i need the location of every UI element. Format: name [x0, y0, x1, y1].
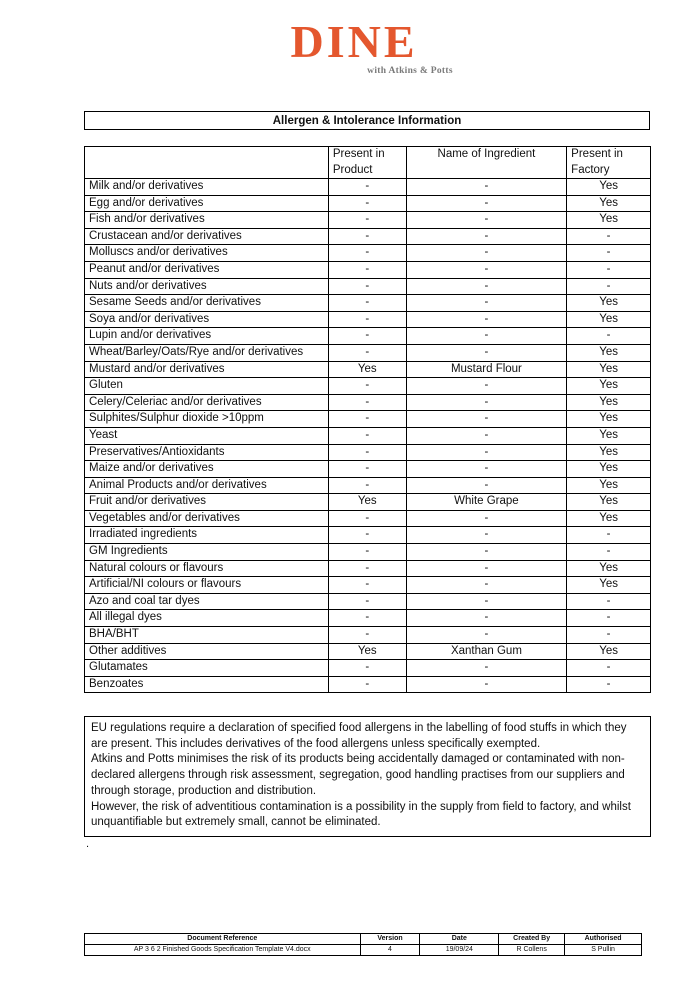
allergen-table-body [85, 179, 651, 693]
allergen-table [84, 146, 651, 693]
cell-present-in-factory: Yes [567, 212, 651, 229]
cell-present-in-factory: Yes [567, 394, 651, 411]
cell-present-in-factory: - [567, 660, 651, 677]
allergen-row [85, 245, 651, 262]
cell-present-in-product: - [328, 261, 406, 278]
allergen-row [85, 660, 651, 677]
brand-logo [0, 16, 700, 76]
cell-present-in-product: - [328, 527, 406, 544]
allergen-row [85, 261, 651, 278]
cell-ingredient: - [406, 245, 567, 262]
cell-present-in-factory: Yes [567, 461, 651, 478]
cell-allergen: Other additives [85, 643, 329, 660]
cell-present-in-product: - [328, 212, 406, 229]
cell-present-in-factory: - [567, 228, 651, 245]
cell-present-in-factory: Yes [567, 477, 651, 494]
cell-allergen: Natural colours or flavours [85, 560, 329, 577]
header-ingredient: Name of Ingredient [406, 147, 567, 179]
cell-present-in-factory: Yes [567, 378, 651, 395]
cell-ingredient: - [406, 510, 567, 527]
cell-present-in-factory: Yes [567, 494, 651, 511]
cell-present-in-factory: Yes [567, 577, 651, 594]
header-present-in-product: Present in Product [328, 147, 406, 179]
cell-present-in-product: - [328, 660, 406, 677]
allergen-row [85, 394, 651, 411]
allergen-row [85, 179, 651, 196]
footer-date: 19/09/24 [420, 945, 499, 956]
cell-allergen: Fruit and/or derivatives [85, 494, 329, 511]
cell-present-in-factory: Yes [567, 344, 651, 361]
cell-allergen: Egg and/or derivatives [85, 195, 329, 212]
cell-ingredient: - [406, 228, 567, 245]
footer-value-row [85, 945, 642, 956]
cell-allergen: Celery/Celeriac and/or derivatives [85, 394, 329, 411]
cell-present-in-product: - [328, 560, 406, 577]
footer-header-date: Date [420, 934, 499, 945]
cell-present-in-factory: Yes [567, 444, 651, 461]
notice-paragraph: Atkins and Potts minimises the risk of its products being accidentally damaged or contaminated with non-declared allergens through risk assessment, segregation, good handling practises from our suppliers and through storage, production and distribution. [91, 753, 625, 797]
cell-allergen: GM Ingredients [85, 544, 329, 561]
allergen-row [85, 461, 651, 478]
cell-ingredient: - [406, 544, 567, 561]
section-title: Allergen & Intolerance Information [84, 111, 650, 130]
footer-version: 4 [360, 945, 420, 956]
cell-allergen: Soya and/or derivatives [85, 311, 329, 328]
cell-present-in-product: - [328, 328, 406, 345]
allergen-row [85, 278, 651, 295]
allergen-row [85, 195, 651, 212]
cell-allergen: Sesame Seeds and/or derivatives [85, 295, 329, 312]
footer-header-authorised: Authorised [565, 934, 642, 945]
cell-allergen: Sulphites/Sulphur dioxide >10ppm [85, 411, 329, 428]
cell-present-in-factory: - [567, 544, 651, 561]
cell-present-in-product: - [328, 610, 406, 627]
allergen-row [85, 477, 651, 494]
cell-present-in-factory: - [567, 278, 651, 295]
cell-allergen: All illegal dyes [85, 610, 329, 627]
cell-ingredient: - [406, 411, 567, 428]
cell-present-in-product: - [328, 228, 406, 245]
cell-present-in-factory: Yes [567, 643, 651, 660]
allergen-row [85, 212, 651, 229]
cell-allergen: Gluten [85, 378, 329, 395]
allergen-row [85, 510, 651, 527]
cell-present-in-factory: Yes [567, 427, 651, 444]
cell-ingredient: - [406, 610, 567, 627]
cell-ingredient: - [406, 212, 567, 229]
allergen-row [85, 544, 651, 561]
cell-ingredient: - [406, 394, 567, 411]
cell-present-in-product: - [328, 627, 406, 644]
cell-allergen: Artificial/NI colours or flavours [85, 577, 329, 594]
allergen-row [85, 593, 651, 610]
cell-ingredient: - [406, 328, 567, 345]
cell-ingredient: - [406, 179, 567, 196]
allergen-row [85, 444, 651, 461]
cell-ingredient: - [406, 477, 567, 494]
cell-allergen: Preservatives/Antioxidants [85, 444, 329, 461]
cell-ingredient: - [406, 195, 567, 212]
allergen-row [85, 295, 651, 312]
cell-ingredient: White Grape [406, 494, 567, 511]
allergen-row [85, 411, 651, 428]
cell-present-in-factory: Yes [567, 195, 651, 212]
allergen-notice [84, 716, 651, 837]
footer-header-row [85, 934, 642, 945]
cell-ingredient: - [406, 295, 567, 312]
cell-present-in-factory: Yes [567, 311, 651, 328]
cell-present-in-product: - [328, 179, 406, 196]
cell-ingredient: - [406, 378, 567, 395]
cell-present-in-factory: - [567, 245, 651, 262]
cell-ingredient: - [406, 560, 567, 577]
cell-present-in-product: - [328, 195, 406, 212]
cell-ingredient: - [406, 577, 567, 594]
allergen-row [85, 627, 651, 644]
cell-allergen: Lupin and/or derivatives [85, 328, 329, 345]
cell-present-in-factory: Yes [567, 179, 651, 196]
cell-ingredient: - [406, 627, 567, 644]
cell-ingredient: - [406, 461, 567, 478]
notice-paragraph: However, the risk of adventitious contamination is a possibility in the supply from field to factory, and whilst unquantifiable but extremely small, cannot be eliminated. [91, 800, 631, 829]
cell-allergen: Azo and coal tar dyes [85, 593, 329, 610]
cell-allergen: Mustard and/or derivatives [85, 361, 329, 378]
allergen-row [85, 577, 651, 594]
cell-present-in-product: - [328, 245, 406, 262]
allergen-row [85, 361, 651, 378]
allergen-table-header [85, 147, 651, 179]
cell-ingredient: Xanthan Gum [406, 643, 567, 660]
cell-present-in-factory: Yes [567, 560, 651, 577]
cell-present-in-product: - [328, 427, 406, 444]
cell-present-in-product: - [328, 676, 406, 693]
cell-present-in-factory: - [567, 328, 651, 345]
cell-ingredient: Mustard Flour [406, 361, 567, 378]
cell-present-in-factory: Yes [567, 295, 651, 312]
cell-ingredient: - [406, 261, 567, 278]
cell-allergen: Benzoates [85, 676, 329, 693]
allergen-row [85, 494, 651, 511]
allergen-row [85, 527, 651, 544]
cell-ingredient: - [406, 676, 567, 693]
cell-present-in-product: - [328, 577, 406, 594]
document-footer-table [84, 933, 642, 956]
cell-present-in-product: Yes [328, 643, 406, 660]
stray-mark: . [86, 838, 90, 850]
notice-paragraph: EU regulations require a declaration of specified food allergens in the labelling of food stuffs in which they are present. This includes derivatives of the food allergens unless specifically exempted. [91, 722, 627, 750]
cell-present-in-factory: Yes [567, 411, 651, 428]
cell-allergen: Vegetables and/or derivatives [85, 510, 329, 527]
cell-present-in-product: - [328, 461, 406, 478]
allergen-row [85, 676, 651, 693]
allergen-row [85, 228, 651, 245]
footer-header-reference: Document Reference [85, 934, 361, 945]
cell-present-in-product: - [328, 544, 406, 561]
cell-present-in-product: - [328, 510, 406, 527]
allergen-row [85, 378, 651, 395]
cell-ingredient: - [406, 311, 567, 328]
cell-allergen: Yeast [85, 427, 329, 444]
cell-allergen: Crustacean and/or derivatives [85, 228, 329, 245]
cell-ingredient: - [406, 660, 567, 677]
cell-ingredient: - [406, 593, 567, 610]
allergen-row [85, 610, 651, 627]
allergen-row [85, 344, 651, 361]
cell-allergen: Maize and/or derivatives [85, 461, 329, 478]
cell-ingredient: - [406, 344, 567, 361]
cell-present-in-factory: - [567, 261, 651, 278]
cell-ingredient: - [406, 527, 567, 544]
cell-present-in-product: - [328, 444, 406, 461]
cell-present-in-factory: - [567, 627, 651, 644]
cell-present-in-product: - [328, 344, 406, 361]
brand-tagline: with Atkins & Potts [367, 66, 453, 76]
cell-present-in-factory: Yes [567, 510, 651, 527]
cell-present-in-product: - [328, 295, 406, 312]
allergen-row [85, 328, 651, 345]
footer-created-by: R Collens [499, 945, 565, 956]
cell-present-in-product: - [328, 477, 406, 494]
footer-header-created-by: Created By [499, 934, 565, 945]
cell-allergen: Animal Products and/or derivatives [85, 477, 329, 494]
footer-authorised: S Pullin [565, 945, 642, 956]
cell-ingredient: - [406, 278, 567, 295]
footer-header-version: Version [360, 934, 420, 945]
cell-present-in-factory: - [567, 676, 651, 693]
cell-allergen: Milk and/or derivatives [85, 179, 329, 196]
cell-present-in-product: - [328, 311, 406, 328]
allergen-row [85, 643, 651, 660]
brand-name: DINE [290, 16, 418, 67]
cell-present-in-product: - [328, 378, 406, 395]
header-present-in-factory: Present in Factory [567, 147, 651, 179]
cell-present-in-product: Yes [328, 361, 406, 378]
cell-present-in-product: - [328, 411, 406, 428]
footer-reference: AP 3 6 2 Finished Goods Specification Template V4.docx [85, 945, 361, 956]
allergen-row [85, 560, 651, 577]
cell-allergen: Glutamates [85, 660, 329, 677]
cell-present-in-product: Yes [328, 494, 406, 511]
allergen-row [85, 311, 651, 328]
cell-allergen: BHA/BHT [85, 627, 329, 644]
cell-allergen: Irradiated ingredients [85, 527, 329, 544]
allergen-row [85, 427, 651, 444]
cell-allergen: Molluscs and/or derivatives [85, 245, 329, 262]
cell-present-in-product: - [328, 593, 406, 610]
cell-allergen: Peanut and/or derivatives [85, 261, 329, 278]
cell-allergen: Fish and/or derivatives [85, 212, 329, 229]
cell-present-in-factory: Yes [567, 361, 651, 378]
cell-allergen: Wheat/Barley/Oats/Rye and/or derivatives [85, 344, 329, 361]
cell-present-in-product: - [328, 394, 406, 411]
cell-present-in-factory: - [567, 593, 651, 610]
cell-allergen: Nuts and/or derivatives [85, 278, 329, 295]
cell-ingredient: - [406, 427, 567, 444]
cell-ingredient: - [406, 444, 567, 461]
cell-present-in-factory: - [567, 610, 651, 627]
header-allergen [85, 147, 329, 179]
cell-present-in-product: - [328, 278, 406, 295]
cell-present-in-factory: - [567, 527, 651, 544]
